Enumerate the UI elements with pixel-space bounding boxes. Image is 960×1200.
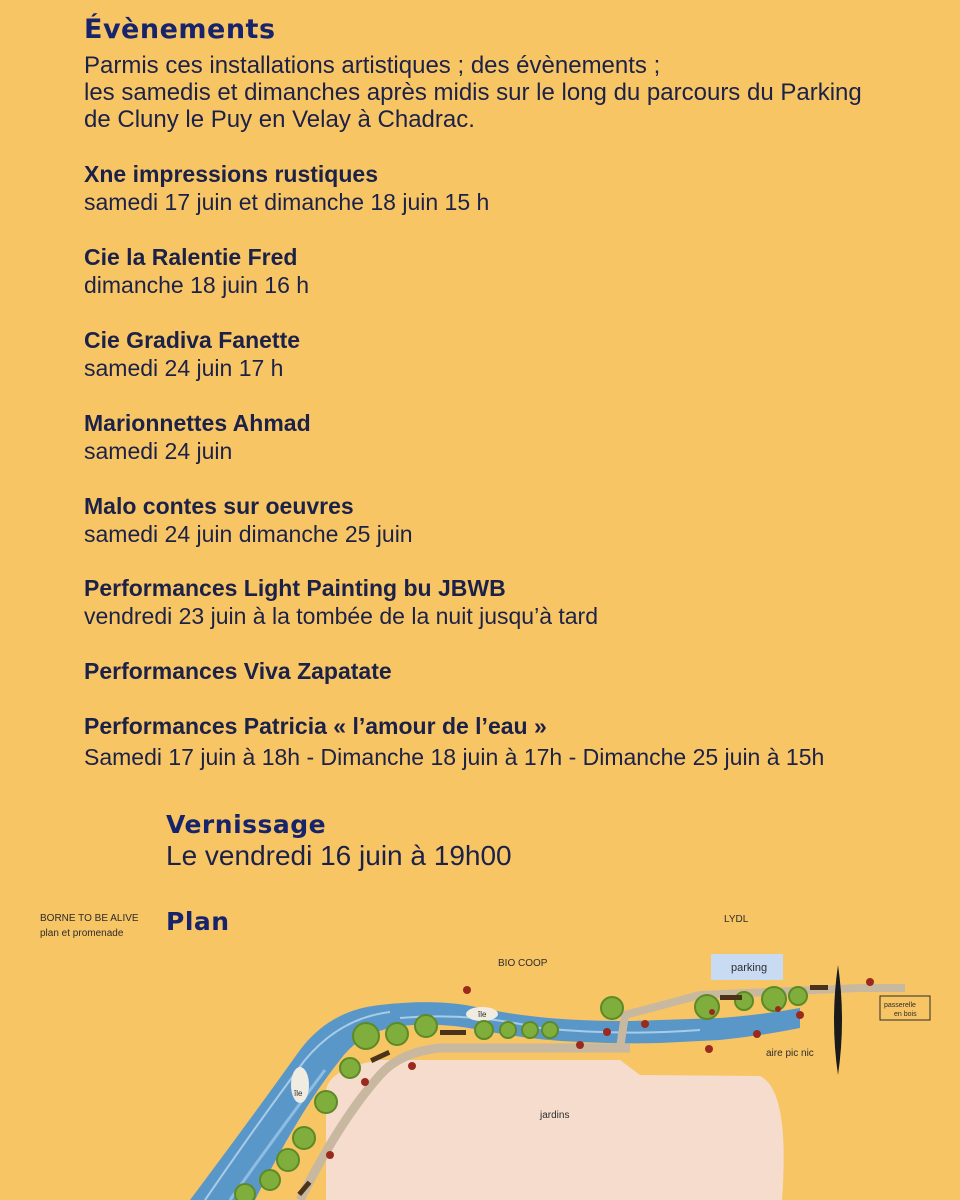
lydl-label: LYDL: [724, 914, 749, 925]
tree: [522, 1022, 538, 1038]
tree: [601, 997, 623, 1019]
bench: [810, 985, 828, 990]
tree: [475, 1021, 493, 1039]
tree: [415, 1015, 437, 1037]
bridge-icon: [834, 965, 842, 1075]
passerelle-label: passerelle: [884, 1002, 916, 1009]
event-title: Performances Viva Zapatate: [84, 658, 392, 684]
event-title: Cie Gradiva Fanette: [84, 327, 301, 353]
garden-label: jardins: [540, 1110, 570, 1121]
tree: [386, 1023, 408, 1045]
marker: [866, 978, 874, 986]
event-date: Samedi 17 juin à 18h - Dimanche 18 juin à 17h - Dimanche 25 juin à 15h: [84, 744, 825, 770]
marker: [641, 1020, 649, 1028]
tree: [293, 1127, 315, 1149]
marker: [408, 1062, 416, 1070]
event-title: Cie la Ralentie Fred: [84, 244, 298, 270]
marker: [753, 1030, 761, 1038]
event-date: samedi 24 juin 17 h: [84, 355, 284, 381]
event-date: samedi 24 juin dimanche 25 juin: [84, 521, 413, 547]
marker: [361, 1078, 369, 1086]
event-date: samedi 24 juin: [84, 438, 233, 464]
island-label: île: [478, 1010, 487, 1019]
vernissage-heading: Vernissage: [166, 810, 327, 839]
event-date: samedi 17 juin et dimanche 18 juin 15 h: [84, 189, 490, 215]
marker: [775, 1006, 781, 1012]
intro-line: de Cluny le Puy en Velay à Chadrac.: [84, 106, 475, 133]
marker: [709, 1009, 715, 1015]
tree: [695, 995, 719, 1019]
tree: [277, 1149, 299, 1171]
biocoop-label: BIO COOP: [498, 958, 548, 969]
vernissage-date: Le vendredi 16 juin à 19h00: [166, 840, 512, 871]
passerelle-label: en bois: [894, 1011, 917, 1018]
picnic-label: aire pic nic: [766, 1048, 814, 1059]
tree: [735, 992, 753, 1010]
bench: [720, 995, 742, 1000]
intro-line: Parmis ces installations artistiques ; des évènements ;: [84, 52, 661, 79]
event-title: Malo contes sur oeuvres: [84, 493, 354, 519]
event-title: Marionnettes Ahmad: [84, 410, 311, 436]
tree: [542, 1022, 558, 1038]
marker: [576, 1041, 584, 1049]
tree: [762, 987, 786, 1011]
tree: [500, 1022, 516, 1038]
events-heading: Évènements: [84, 14, 276, 45]
plan-caption-line2: plan et promenade: [40, 928, 124, 939]
intro-line: les samedis et dimanches après midis sur le long du parcours du Parking: [84, 79, 862, 106]
parking-label: parking: [731, 962, 768, 974]
marker: [796, 1011, 804, 1019]
tree: [340, 1058, 360, 1078]
plan-caption-line1: BORNE TO BE ALIVE: [40, 913, 139, 924]
plan-heading: Plan: [166, 907, 230, 936]
tree: [260, 1170, 280, 1190]
marker: [603, 1028, 611, 1036]
event-title: Performances Patricia « l’amour de l’eau »: [84, 713, 547, 739]
event-date: dimanche 18 juin 16 h: [84, 272, 310, 298]
tree: [353, 1023, 379, 1049]
event-title: Xne impressions rustiques: [84, 161, 378, 187]
tree: [315, 1091, 337, 1113]
marker: [463, 986, 471, 994]
event-title: Performances Light Painting bu JBWB: [84, 575, 506, 601]
garden-area: [326, 1060, 784, 1200]
bench: [440, 1030, 466, 1035]
island-label: île: [294, 1089, 303, 1098]
event-date: vendredi 23 juin à la tombée de la nuit jusqu’à tard: [84, 603, 599, 629]
marker: [326, 1151, 334, 1159]
tree: [235, 1184, 255, 1200]
marker: [705, 1045, 713, 1053]
tree: [789, 987, 807, 1005]
